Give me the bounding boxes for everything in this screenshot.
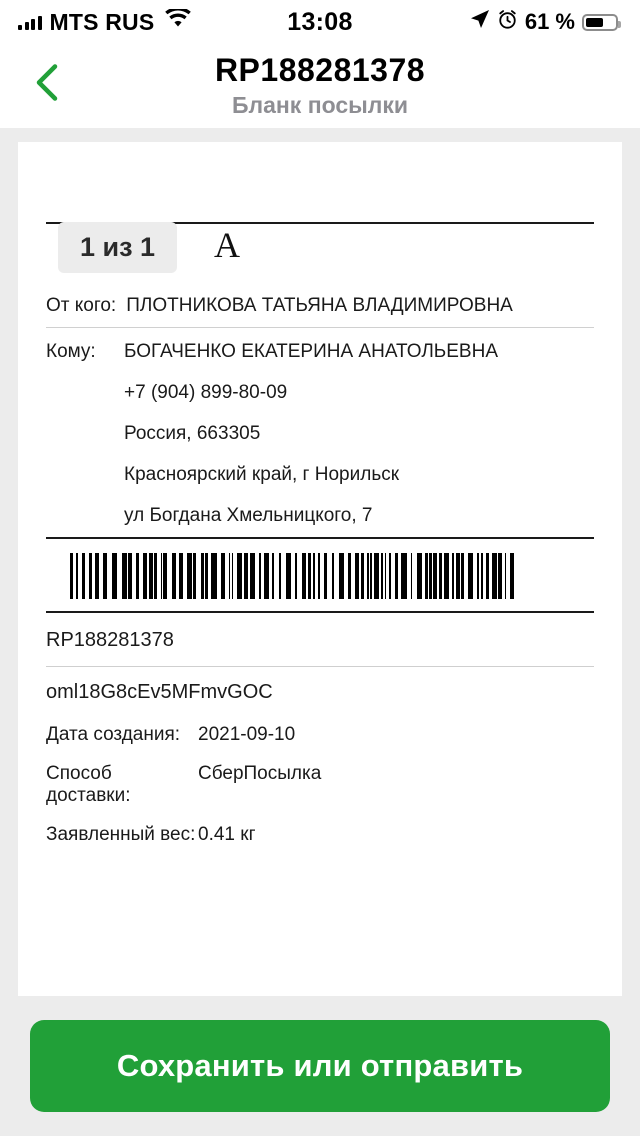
detail-value-delivery: СберПосылка: [198, 763, 322, 784]
recipient-street-row: [46, 496, 594, 537]
spacer: [46, 423, 124, 445]
battery-percent-label: 61 %: [524, 9, 575, 34]
detail-label-delivery: Способ доставки:: [46, 763, 131, 806]
page-subtitle: Бланк посылки: [231, 92, 409, 119]
page-count-badge: 1 из 1: [58, 222, 177, 273]
barcode-area: [46, 537, 594, 613]
detail-value-created: 2021-09-10: [198, 724, 296, 745]
recipient-label: Кому:: [46, 341, 96, 362]
spacer: [46, 464, 124, 486]
recipient-phone: +7 (904) 899-80-09: [124, 382, 288, 403]
carrier-label: MTS RUS: [49, 8, 155, 35]
detail-label-created: Дата создания:: [46, 724, 181, 745]
recipient-phone-row: [46, 373, 594, 414]
nav-bar: [0, 44, 640, 128]
class-letter: A: [214, 225, 240, 265]
recipient-region-row: [46, 455, 594, 496]
recipient-name: БОГАЧЕНКО ЕКАТЕРИНА АНАТОЛЬЕВНА: [124, 341, 498, 362]
tracking-number: RP188281378: [46, 613, 594, 667]
spacer: [46, 382, 124, 404]
recipient-region-city: Красноярский край, г Норильск: [124, 464, 400, 485]
sender-label: От кого:: [46, 295, 117, 316]
status-bar: [0, 0, 640, 44]
footer-bar: [0, 996, 640, 1136]
battery-icon: [582, 14, 618, 31]
recipient-country-row: [46, 414, 594, 455]
recipient-block: [46, 328, 594, 537]
content-area: [0, 128, 640, 996]
barcode-image: [70, 553, 570, 599]
detail-row-weight: [46, 816, 594, 855]
recipient-name-row: [46, 332, 594, 373]
detail-label-weight: Заявленный вес:: [46, 824, 196, 845]
recipient-country-zip: Россия, 663305: [124, 423, 261, 444]
sender-value: ПЛОТНИКОВА ТАТЬЯНА ВЛАДИМИРОВНА: [126, 295, 513, 316]
page-title: RP188281378: [214, 51, 426, 88]
save-or-send-button[interactable]: Сохранить или отправить: [30, 1020, 610, 1112]
detail-value-weight: 0.41 кг: [198, 824, 256, 845]
detail-row-created: [46, 716, 594, 755]
parcel-form-sheet: [18, 142, 622, 996]
spacer: [46, 505, 124, 527]
chevron-left-icon: [31, 60, 61, 104]
form-header-row: [46, 222, 594, 284]
recipient-street: ул Богдана Хмельницкого, 7: [124, 505, 373, 526]
parcel-uid: oml18G8cEv5MFmvGOC: [46, 681, 273, 703]
back-button[interactable]: [24, 60, 68, 104]
detail-row-delivery: [46, 755, 594, 816]
status-bar-clock: 13:08: [287, 7, 353, 36]
sender-row: [46, 286, 594, 327]
